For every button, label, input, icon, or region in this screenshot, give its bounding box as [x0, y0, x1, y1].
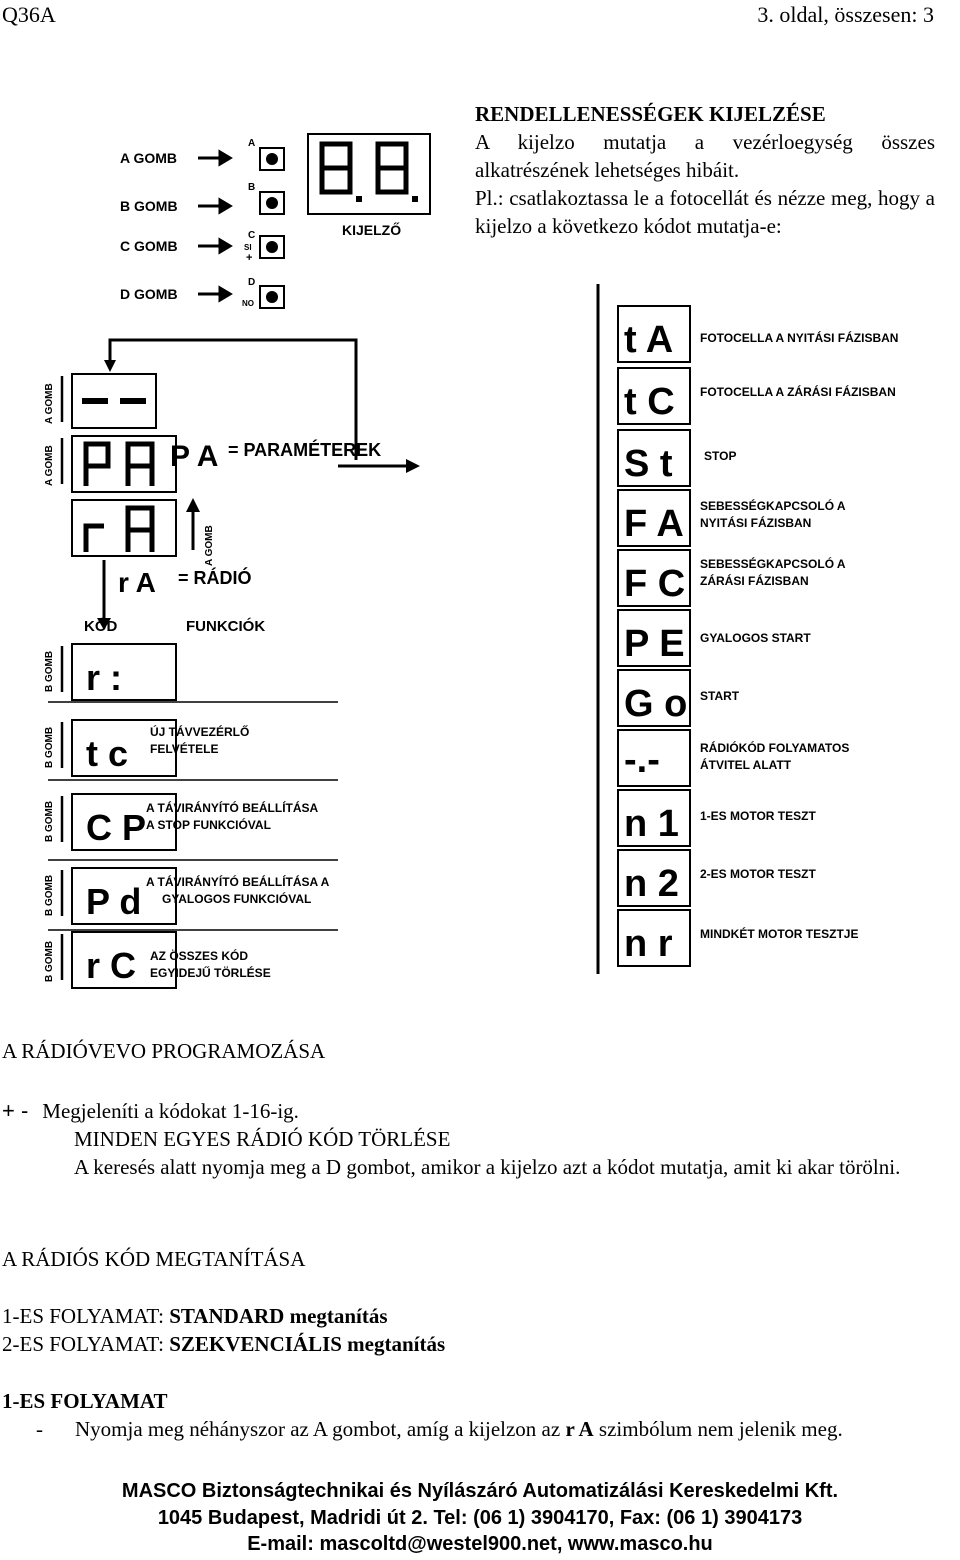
key-a-letter: A [248, 138, 256, 149]
a-gomb-side-3: A GOMB [204, 525, 215, 566]
err-code-fa: F A [624, 503, 684, 545]
section3-text-bold: r A [565, 1417, 594, 1441]
err-dash-desc [700, 740, 849, 774]
menu-diagram [38, 330, 458, 990]
section3-title: 1-ES FOLYAMAT [2, 1389, 168, 1413]
a-gomb-side-2: A GOMB [44, 445, 55, 486]
fn-tc-line1: ÚJ TÁVVEZÉRLŐ [150, 725, 250, 739]
section3-text [75, 1415, 933, 1443]
key-b-letter: B [248, 182, 256, 193]
err-code-mr: n r [624, 923, 673, 965]
footer-contact: E-mail: mascoltd@westel900.net, www.masco.hu [247, 1533, 713, 1555]
b-gomb-label: B GOMB [120, 198, 178, 214]
b-gomb-side-3: B GOMB [44, 800, 55, 842]
section1-line1: Megjeleníti a kódokat 1-16-ig. [42, 1099, 299, 1123]
process2-bold: SZEKVENCIÁLIS megtanítás [169, 1332, 446, 1356]
fn-tc-desc [150, 724, 249, 758]
err-go-desc: START [700, 689, 740, 703]
b-gomb-side-2: B GOMB [44, 726, 55, 768]
key-c-letter: C [248, 230, 256, 241]
intro-line1: A kijelzo mutatja a vezérloegység összes alkatrészének lehetséges hibáit. [475, 130, 935, 182]
fn-code-cp: C P [86, 807, 147, 848]
pa-symbol: P A [170, 440, 219, 473]
fn-cp-desc [146, 800, 318, 834]
err-fa-desc [700, 498, 846, 532]
err-code-m1: n 1 [624, 803, 679, 845]
c-gomb-label: C GOMB [120, 238, 178, 254]
err-fc-desc [700, 556, 846, 590]
kijelzo-label: KIJELZŐ [342, 222, 402, 238]
err-fa-line1: SEBESSÉGKAPCSOLÓ A [700, 499, 846, 513]
fn-code-rc: r C [86, 945, 137, 986]
err-code-go: G o [624, 683, 688, 725]
ra-desc: = RÁDIÓ [178, 568, 252, 588]
fn-rc-desc [150, 948, 271, 982]
fn-pd-line2: GYALOGOS FUNKCIÓVAL [162, 892, 312, 906]
section1-line2: MINDEN EGYES RÁDIÓ KÓD TÖRLÉSE [74, 1127, 451, 1151]
err-code-fc: F C [624, 563, 686, 605]
fn-cp-line2: A STOP FUNKCIÓVAL [146, 818, 271, 832]
fn-tc-line2: FELVÉTELE [150, 742, 219, 756]
section3-text-a: Nyomja meg néhányszor az A gombot, amíg a kijelzon az [75, 1417, 566, 1441]
fn-pd-line1: A TÁVIRÁNYÍTÓ BEÁLLÍTÁSA A [146, 875, 330, 889]
fn-rc-line1: AZ ÖSSZES KÓD [150, 949, 249, 963]
b-gomb-side-1: B GOMB [44, 650, 55, 692]
err-ta-desc: FOTOCELLA A NYITÁSI FÁZISBAN [700, 331, 899, 345]
plus-minus-symbols: + - [2, 1098, 29, 1123]
err-code-m2: n 2 [624, 863, 679, 905]
fn-code-pd: P d [86, 881, 142, 922]
header-doc-id: Q36A [2, 2, 56, 27]
keypad-graphics [80, 130, 460, 320]
pa-desc: = PARAMÉTEREK [228, 440, 382, 460]
process1-prefix: 1-ES FOLYAMAT: [2, 1304, 170, 1328]
header-page-number: 3. oldal, összesen: 3 [757, 2, 934, 27]
section1-title: A RÁDIÓVEVO PROGRAMOZÁSA [2, 1039, 326, 1063]
intro-line2: Pl.: csatlakoztassa le a fotocellát és nézze meg, hogy a kijelzo a következo kódot mutatja-e: [475, 186, 935, 238]
key-si-letter: SI [244, 243, 252, 252]
err-code-dash: -.- [624, 739, 660, 781]
section1-line3: A keresés alatt nyomja meg a D gombot, amikor a kijelzo azt a kódot mutatja, amit ki akar törölni. [74, 1155, 901, 1179]
a-gomb-label: A GOMB [120, 150, 178, 166]
intro-block [475, 100, 935, 240]
process1-bold: STANDARD megtanítás [169, 1304, 388, 1328]
section2-title: A RÁDIÓS KÓD MEGTANÍTÁSA [2, 1247, 306, 1271]
err-m1-desc: 1-ES MOTOR TESZT [700, 809, 816, 823]
key-plus-letter: + [246, 252, 253, 264]
process2-prefix: 2-ES FOLYAMAT: [2, 1332, 170, 1356]
fn-code-r: r : [86, 657, 122, 698]
err-fc-line2: ZÁRÁSI FÁZISBAN [700, 574, 809, 588]
fn-rc-line2: EGYIDEJŰ TÖRLÉSE [150, 966, 271, 980]
key-d-letter: D [248, 277, 256, 288]
error-codes-diagram [594, 284, 934, 974]
ra-symbol: r A [118, 567, 156, 598]
footer-address: 1045 Budapest, Madridi út 2. Tel: (06 1) 3904170, Fax: (06 1) 3904173 [157, 1507, 803, 1529]
err-dash-line1: RÁDIÓKÓD FOLYAMATOS [700, 741, 850, 755]
err-fa-line2: NYITÁSI FÁZISBAN [700, 516, 812, 530]
section-radio-programming [2, 1037, 932, 1065]
err-code-ta: t A [624, 319, 674, 361]
err-tc-desc: FOTOCELLA A ZÁRÁSI FÁZISBAN [700, 385, 896, 399]
err-code-st: S t [624, 443, 673, 485]
key-no-letter: NO [242, 299, 254, 308]
err-pe-desc: GYALOGOS START [700, 631, 811, 645]
err-code-tc: t C [624, 381, 675, 423]
footer-company: MASCO Biztonságtechnikai és Nyílászáró Automatizálási Kereskedelmi Kft. [121, 1480, 839, 1502]
b-gomb-side-5: B GOMB [44, 940, 55, 982]
err-code-pe: P E [624, 623, 685, 665]
err-dash-line2: ÁTVITEL ALATT [700, 758, 792, 772]
kod-label: KÓD [84, 618, 118, 635]
section2-body [2, 1302, 932, 1358]
section3-dash: - [36, 1417, 43, 1441]
keypad-diagram [80, 130, 460, 320]
a-gomb-side-1: A GOMB [44, 383, 55, 424]
fn-cp-line1: A TÁVIRÁNYÍTÓ BEÁLLÍTÁSA [146, 801, 319, 815]
err-fc-line1: SEBESSÉGKAPCSOLÓ A [700, 557, 846, 571]
funkciok-label: FUNKCIÓK [186, 618, 266, 635]
err-m2-desc: 2-ES MOTOR TESZT [700, 867, 816, 881]
err-mr-desc: MINDKÉT MOTOR TESZTJE [700, 927, 859, 941]
fn-code-tc: t c [86, 733, 129, 774]
section3-text-b: szimbólum nem jelenik meg. [593, 1417, 843, 1441]
intro-title: RENDELLENESSÉGEK KIJELZÉSE [475, 102, 826, 126]
d-gomb-label: D GOMB [120, 286, 178, 302]
b-gomb-side-4: B GOMB [44, 874, 55, 916]
fn-pd-desc [146, 874, 329, 908]
section1-body [2, 1097, 932, 1181]
err-st-desc: STOP [704, 449, 737, 463]
